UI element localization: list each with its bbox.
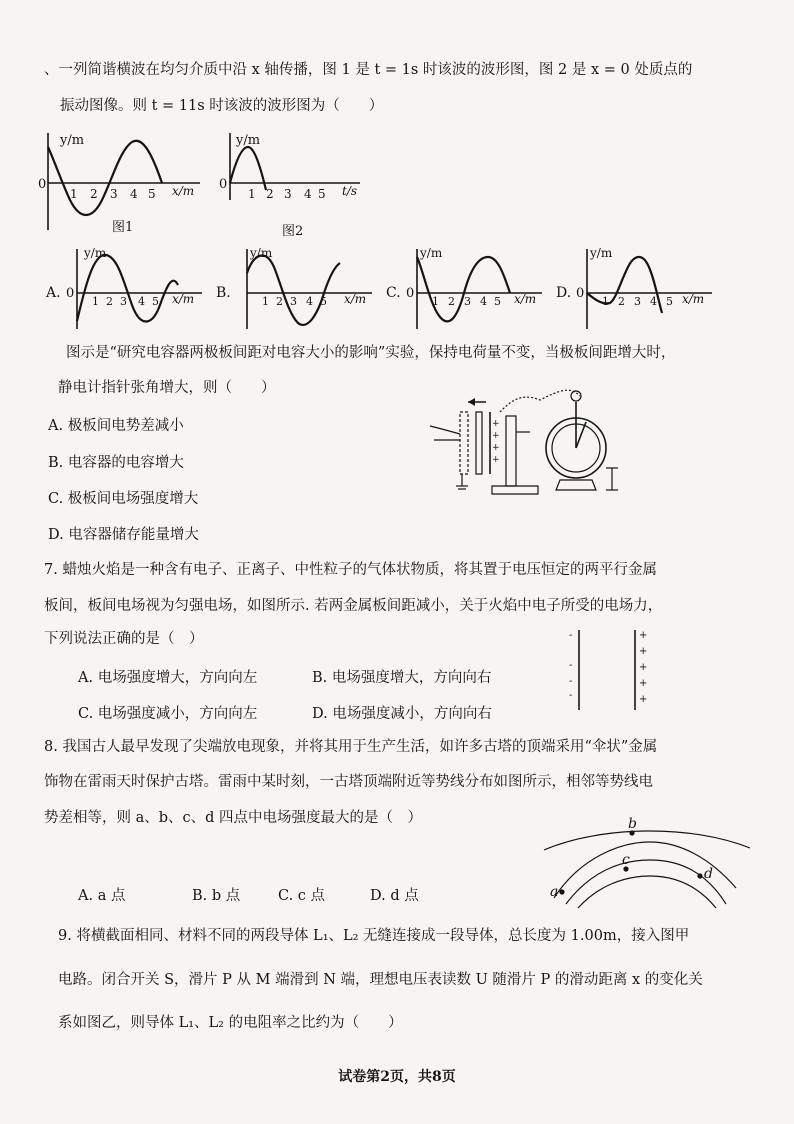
option-a-waveform[interactable] (44, 243, 214, 333)
svg-text:2: 2 (448, 295, 455, 308)
q6-stem-2: 振动图像。则 t = 11s 时该波的波形图为（ ） (60, 98, 384, 114)
figure-2-vibration (220, 125, 370, 240)
svg-text:x/m: x/m (344, 292, 367, 306)
svg-text:x/m: x/m (682, 292, 705, 306)
q8-stem-2: 饰物在雷雨天时保护古塔。雷雨中某时刻，一古塔顶端附近等势线分布如图所示，相邻等势线电 (44, 774, 653, 790)
cap-option-d[interactable]: D. 电容器储存能量增大 (48, 527, 199, 543)
option-d-waveform[interactable] (554, 243, 724, 333)
svg-text:1: 1 (262, 295, 269, 308)
svg-text:3: 3 (290, 295, 297, 308)
svg-text:2: 2 (276, 295, 283, 308)
svg-text:-: - (569, 676, 573, 687)
q6-stem-1: 一列简谐横波在均匀介质中沿 x 轴传播，图 1 是 t = 1s 时该波的波形图，图 2 是 x = 0 处质点的 (58, 62, 693, 78)
q8-option-b[interactable]: B. b 点 (192, 888, 241, 904)
svg-text:x/m: x/m (514, 292, 537, 306)
svg-text:2: 2 (106, 295, 113, 308)
fig2-t-label: t/s (342, 184, 358, 198)
q9-stem-3: 系如图乙，则导体 L₁、L₂ 的电阻率之比约为（ ） (58, 1015, 403, 1031)
cap-stem-2: 静电计指针张角增大，则（ ） (58, 380, 276, 396)
q8-option-d[interactable]: D. d 点 (370, 888, 419, 904)
svg-text:1: 1 (432, 295, 439, 308)
fig1-origin: 0 (38, 177, 47, 192)
q7-stem-3: 下列说法正确的是（ ） (44, 631, 204, 647)
option-d-label: D. (556, 285, 572, 301)
svg-text:-: - (569, 630, 573, 641)
svg-text:x/m: x/m (172, 292, 195, 306)
svg-text:4: 4 (138, 295, 145, 308)
fig1-tick: 2 (90, 187, 98, 201)
svg-text:+: + (492, 431, 500, 441)
fig1-caption: 图1 (112, 220, 134, 235)
svg-text:5: 5 (320, 295, 327, 308)
figure-1-waveform (40, 125, 210, 240)
q8-option-a[interactable]: A. a 点 (78, 888, 126, 904)
fig1-tick: 1 (70, 187, 78, 201)
svg-text:-: - (569, 660, 573, 671)
point-a (559, 889, 564, 894)
svg-text:+: + (492, 419, 500, 429)
svg-text:+: + (639, 662, 648, 673)
q8-line-1: 8. 我国古人最早发现了尖端放电现象，并将其用于生产生活，如许多古塔的顶端采用“伞状”金属 (44, 739, 658, 755)
fig2-tick: 3 (284, 187, 292, 201)
q7-number: 7. (44, 562, 58, 578)
equipotential-line (578, 876, 716, 908)
svg-text:+: + (639, 694, 648, 705)
option-b-label: B. (216, 285, 231, 301)
svg-text:4: 4 (306, 295, 313, 308)
fig2-tick: 1 (248, 187, 256, 201)
q8-option-c[interactable]: C. c 点 (278, 888, 326, 904)
page-footer: 试卷第2页，共8页 (338, 1069, 456, 1085)
svg-text:1: 1 (602, 295, 609, 308)
svg-text:+: + (639, 646, 648, 657)
svg-text:+: + (639, 630, 648, 641)
cap-option-c[interactable]: C. 极板间电场强度增大 (48, 491, 199, 507)
svg-text:y/m: y/m (250, 246, 273, 260)
fig2-y-label: y/m (236, 133, 261, 148)
cap-option-a[interactable]: A. 极板间电势差减小 (48, 418, 184, 434)
cap-stem-1: 图示是“研究电容器两极板间距对电容大小的影响”实验，保持电荷量不变，当极板间距增大时， (66, 345, 676, 361)
svg-text:y/m: y/m (84, 246, 107, 260)
equipotential-lines-figure (540, 812, 760, 912)
svg-text:+: + (492, 443, 500, 453)
q7-option-a[interactable]: A. 电场强度增大，方向向左 (78, 670, 258, 686)
fig1-tick: 4 (130, 187, 138, 201)
svg-text:3: 3 (120, 295, 127, 308)
svg-text:y/m: y/m (590, 246, 613, 260)
q7-option-b[interactable]: B. 电场强度增大，方向向右 (312, 670, 492, 686)
svg-text:3: 3 (464, 295, 471, 308)
capacitor-apparatus-figure (420, 382, 630, 502)
option-a-label: A. (46, 285, 61, 301)
q7-option-c[interactable]: C. 电场强度减小，方向向左 (78, 706, 258, 722)
option-c-label: C. (386, 285, 401, 301)
fig2-caption: 图2 (282, 224, 304, 239)
fig2-tick: 5 (318, 187, 326, 201)
q7-option-d[interactable]: D. 电场强度减小，方向向右 (312, 706, 492, 722)
svg-text:5: 5 (152, 295, 159, 308)
svg-text:c: c (622, 852, 630, 868)
option-b-waveform[interactable] (214, 243, 384, 333)
equipotential-line (544, 831, 750, 850)
q9-line-1: 9. 将横截面相同、材料不同的两段导体 L₁、L₂ 无缝连接成一段导体，总长度为 1.00m，接入图甲 (58, 928, 690, 944)
q7-stem-2: 板间，板间电场视为匀强电场，如图所示. 若两金属板间距减小，关于火焰中电子所受的电场力， (44, 598, 663, 614)
parallel-plates-figure (565, 626, 648, 716)
svg-text:+: + (492, 455, 500, 465)
fig2-origin: 0 (219, 177, 228, 192)
fig1-tick: 3 (110, 187, 118, 201)
svg-text:2: 2 (618, 295, 625, 308)
q9-stem-2: 电路。闭合开关 S，滑片 P 从 M 端滑到 N 端，理想电压表读数 U 随滑片 P 的滑动距离 x 的变化关 (58, 972, 703, 988)
fig2-tick: 4 (304, 187, 312, 201)
svg-text:+: + (639, 678, 648, 689)
option-c-waveform[interactable] (384, 243, 554, 333)
q8-stem-3: 势差相等，则 a、b、c、d 四点中电场强度最大的是（ ） (44, 810, 423, 826)
fig1-wave-curve (48, 141, 162, 215)
svg-text:1: 1 (92, 295, 99, 308)
svg-text:b: b (628, 816, 637, 832)
svg-text:5: 5 (494, 295, 501, 308)
q6-line-1 (44, 60, 692, 80)
svg-text:a: a (550, 884, 559, 900)
svg-text:y/m: y/m (420, 246, 443, 260)
option-a-origin: 0 (66, 286, 75, 301)
svg-text:0: 0 (576, 286, 585, 301)
q6-number: 、 (44, 62, 59, 78)
svg-text:3: 3 (634, 295, 641, 308)
fig1-tick: 5 (148, 187, 156, 201)
q7-line-1: 7. 蜡烛火焰是一种含有电子、正离子、中性粒子的气体状物质，将其置于电压恒定的两平行金属 (44, 562, 657, 578)
svg-text:4: 4 (480, 295, 487, 308)
q8-number: 8. (44, 739, 58, 755)
svg-text:5: 5 (666, 295, 673, 308)
svg-text:0: 0 (406, 286, 415, 301)
q9-number: 9. (58, 928, 72, 944)
svg-text:-: - (569, 690, 573, 701)
svg-text:4: 4 (650, 295, 657, 308)
svg-text:d: d (704, 866, 713, 882)
cap-option-b[interactable]: B. 电容器的电容增大 (48, 455, 184, 471)
fig1-x-label: x/m (172, 184, 195, 198)
fig2-tick: 2 (266, 187, 274, 201)
fig1-y-label: y/m (60, 133, 85, 148)
point-d (697, 873, 702, 878)
